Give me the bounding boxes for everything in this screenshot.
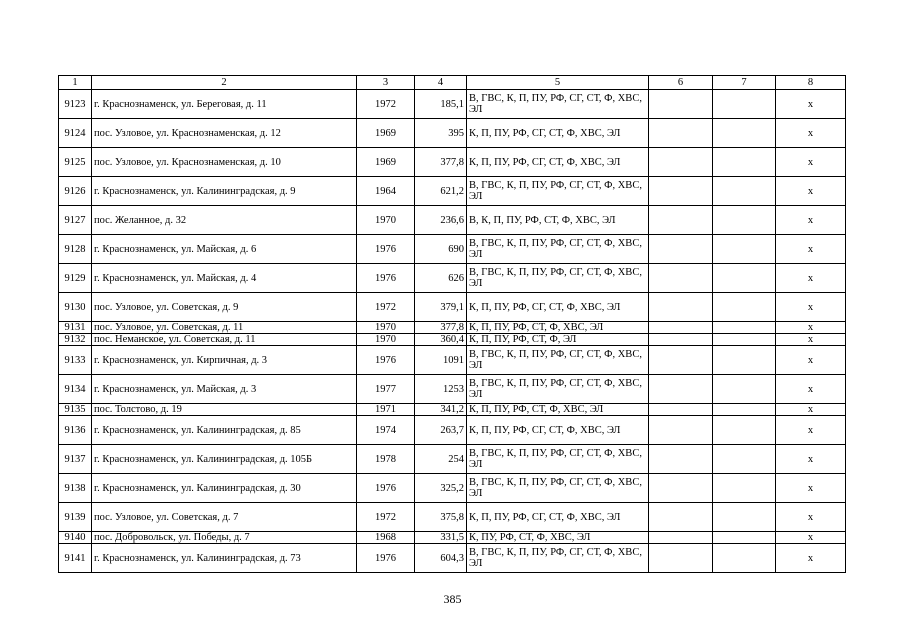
cell-column-7 [713,264,776,293]
cell-mark: х [776,293,846,322]
cell-area-value: 604,3 [415,544,467,573]
cell-mark: х [776,544,846,573]
cell-record-number: 9141 [59,544,92,573]
cell-column-7 [713,206,776,235]
cell-area-value: 185,1 [415,90,467,119]
cell-mark: х [776,503,846,532]
cell-address: г. Краснознаменск, ул. Майская, д. 4 [92,264,357,293]
cell-build-year: 1977 [357,375,415,404]
cell-utilities: В, ГВС, К, П, ПУ, РФ, СГ, СТ, Ф, ХВС, ЭЛ [467,445,649,474]
cell-build-year: 1972 [357,293,415,322]
cell-utilities: В, ГВС, К, П, ПУ, РФ, СГ, СТ, Ф, ХВС, ЭЛ [467,90,649,119]
cell-utilities: К, П, ПУ, РФ, СТ, Ф, ХВС, ЭЛ [467,404,649,416]
cell-utilities: В, К, П, ПУ, РФ, СТ, Ф, ХВС, ЭЛ [467,206,649,235]
cell-column-6 [649,177,713,206]
table-row [59,293,846,322]
cell-column-7 [713,235,776,264]
cell-column-6 [649,148,713,177]
cell-column-7 [713,119,776,148]
cell-build-year: 1976 [357,264,415,293]
cell-area-value: 254 [415,445,467,474]
cell-record-number: 9135 [59,404,92,416]
cell-mark: х [776,346,846,375]
cell-mark: х [776,474,846,503]
cell-area-value: 377,8 [415,322,467,334]
header-cell-4: 4 [415,76,467,90]
cell-utilities: В, ГВС, К, П, ПУ, РФ, СГ, СТ, Ф, ХВС, ЭЛ [467,375,649,404]
table-row [59,235,846,264]
cell-column-6 [649,416,713,445]
table-row [59,334,846,346]
table-row [59,375,846,404]
table-row [59,119,846,148]
cell-record-number: 9138 [59,474,92,503]
cell-build-year: 1971 [357,404,415,416]
table-row [59,148,846,177]
cell-column-6 [649,264,713,293]
cell-address: г. Краснознаменск, ул. Береговая, д. 11 [92,90,357,119]
cell-record-number: 9139 [59,503,92,532]
cell-record-number: 9123 [59,90,92,119]
cell-address: г. Краснознаменск, ул. Калининградская, д. 105Б [92,445,357,474]
cell-address: пос. Узловое, ул. Краснознаменская, д. 10 [92,148,357,177]
cell-column-6 [649,474,713,503]
cell-mark: х [776,148,846,177]
header-cell-7: 7 [713,76,776,90]
cell-utilities: К, П, ПУ, РФ, СГ, СТ, Ф, ХВС, ЭЛ [467,148,649,177]
cell-column-7 [713,293,776,322]
cell-address: г. Краснознаменск, ул. Калининградская, д. 9 [92,177,357,206]
cell-column-6 [649,206,713,235]
table-row [59,503,846,532]
cell-record-number: 9129 [59,264,92,293]
cell-utilities: В, ГВС, К, П, ПУ, РФ, СГ, СТ, Ф, ХВС, ЭЛ [467,235,649,264]
cell-build-year: 1978 [357,445,415,474]
cell-column-7 [713,148,776,177]
cell-utilities: К, П, ПУ, РФ, СГ, СТ, Ф, ХВС, ЭЛ [467,416,649,445]
cell-address: пос. Узловое, ул. Советская, д. 9 [92,293,357,322]
cell-mark: х [776,334,846,346]
header-cell-3: 3 [357,76,415,90]
cell-area-value: 1253 [415,375,467,404]
cell-address: пос. Неманское, ул. Советская, д. 11 [92,334,357,346]
table-body [59,90,846,573]
cell-mark: х [776,235,846,264]
cell-column-7 [713,544,776,573]
cell-utilities: В, ГВС, К, П, ПУ, РФ, СГ, СТ, Ф, ХВС, ЭЛ [467,346,649,375]
cell-area-value: 395 [415,119,467,148]
cell-mark: х [776,532,846,544]
cell-area-value: 1091 [415,346,467,375]
cell-build-year: 1976 [357,235,415,264]
cell-record-number: 9133 [59,346,92,375]
cell-column-6 [649,235,713,264]
cell-utilities: К, ПУ, РФ, СТ, Ф, ХВС, ЭЛ [467,532,649,544]
cell-record-number: 9134 [59,375,92,404]
cell-area-value: 621,2 [415,177,467,206]
cell-area-value: 325,2 [415,474,467,503]
cell-build-year: 1970 [357,322,415,334]
cell-build-year: 1972 [357,503,415,532]
cell-column-7 [713,445,776,474]
cell-build-year: 1976 [357,346,415,375]
table-row [59,474,846,503]
cell-build-year: 1976 [357,474,415,503]
cell-address: пос. Узловое, ул. Советская, д. 7 [92,503,357,532]
cell-column-6 [649,404,713,416]
cell-utilities: К, П, ПУ, РФ, СГ, СТ, Ф, ХВС, ЭЛ [467,293,649,322]
cell-column-6 [649,90,713,119]
table-row [59,177,846,206]
cell-build-year: 1969 [357,148,415,177]
cell-build-year: 1970 [357,334,415,346]
cell-address: г. Краснознаменск, ул. Кирпичная, д. 3 [92,346,357,375]
cell-record-number: 9126 [59,177,92,206]
cell-utilities: В, ГВС, К, П, ПУ, РФ, СГ, СТ, Ф, ХВС, ЭЛ [467,264,649,293]
table-row [59,322,846,334]
cell-record-number: 9130 [59,293,92,322]
cell-column-6 [649,346,713,375]
table-row [59,404,846,416]
cell-record-number: 9140 [59,532,92,544]
table-row [59,346,846,375]
cell-column-6 [649,293,713,322]
cell-address: пос. Толстово, д. 19 [92,404,357,416]
cell-utilities: К, П, ПУ, РФ, СГ, СТ, Ф, ХВС, ЭЛ [467,119,649,148]
cell-mark: х [776,322,846,334]
cell-column-6 [649,503,713,532]
page-number: 385 [443,592,462,606]
table-row [59,416,846,445]
cell-area-value: 331,5 [415,532,467,544]
cell-area-value: 377,8 [415,148,467,177]
cell-address: пос. Желанное, д. 32 [92,206,357,235]
cell-record-number: 9127 [59,206,92,235]
table-row [59,90,846,119]
cell-area-value: 690 [415,235,467,264]
cell-column-7 [713,416,776,445]
cell-address: пос. Узловое, ул. Советская, д. 11 [92,322,357,334]
cell-area-value: 626 [415,264,467,293]
cell-column-6 [649,544,713,573]
cell-address: г. Краснознаменск, ул. Калининградская, д. 30 [92,474,357,503]
cell-record-number: 9136 [59,416,92,445]
cell-column-7 [713,532,776,544]
cell-area-value: 379,1 [415,293,467,322]
cell-build-year: 1976 [357,544,415,573]
cell-build-year: 1970 [357,206,415,235]
cell-build-year: 1964 [357,177,415,206]
header-row [59,76,846,90]
cell-mark: х [776,206,846,235]
cell-column-6 [649,119,713,148]
cell-column-7 [713,474,776,503]
table-row [59,445,846,474]
cell-mark: х [776,416,846,445]
cell-record-number: 9132 [59,334,92,346]
cell-record-number: 9131 [59,322,92,334]
cell-address: г. Краснознаменск, ул. Майская, д. 6 [92,235,357,264]
cell-column-7 [713,346,776,375]
cell-mark: х [776,177,846,206]
cell-column-7 [713,90,776,119]
header-cell-5: 5 [467,76,649,90]
cell-column-7 [713,375,776,404]
cell-build-year: 1969 [357,119,415,148]
cell-mark: х [776,264,846,293]
cell-mark: х [776,445,846,474]
cell-mark: х [776,404,846,416]
cell-column-7 [713,322,776,334]
cell-utilities: В, ГВС, К, П, ПУ, РФ, СГ, СТ, Ф, ХВС, ЭЛ [467,544,649,573]
cell-address: пос. Добровольск, ул. Победы, д. 7 [92,532,357,544]
header-cell-2: 2 [92,76,357,90]
cell-address: г. Краснознаменск, ул. Майская, д. 3 [92,375,357,404]
table-row [59,532,846,544]
cell-utilities: К, П, ПУ, РФ, СТ, Ф, ЭЛ [467,334,649,346]
cell-build-year: 1974 [357,416,415,445]
cell-build-year: 1972 [357,90,415,119]
cell-address: г. Краснознаменск, ул. Калининградская, д. 85 [92,416,357,445]
cell-area-value: 341,2 [415,404,467,416]
cell-area-value: 375,8 [415,503,467,532]
cell-address: г. Краснознаменск, ул. Калининградская, д. 73 [92,544,357,573]
cell-mark: х [776,90,846,119]
cell-record-number: 9124 [59,119,92,148]
table-row [59,206,846,235]
cell-utilities: К, П, ПУ, РФ, СТ, Ф, ХВС, ЭЛ [467,322,649,334]
cell-area-value: 263,7 [415,416,467,445]
cell-column-7 [713,334,776,346]
cell-area-value: 360,4 [415,334,467,346]
cell-utilities: В, ГВС, К, П, ПУ, РФ, СГ, СТ, Ф, ХВС, ЭЛ [467,177,649,206]
cell-record-number: 9137 [59,445,92,474]
cell-column-7 [713,503,776,532]
housing-register-table [58,75,846,573]
header-cell-1: 1 [59,76,92,90]
header-cell-6: 6 [649,76,713,90]
table-row [59,264,846,293]
cell-record-number: 9128 [59,235,92,264]
cell-column-7 [713,177,776,206]
cell-column-6 [649,375,713,404]
cell-record-number: 9125 [59,148,92,177]
cell-mark: х [776,375,846,404]
cell-column-6 [649,334,713,346]
cell-mark: х [776,119,846,148]
cell-address: пос. Узловое, ул. Краснознаменская, д. 12 [92,119,357,148]
cell-build-year: 1968 [357,532,415,544]
cell-area-value: 236,6 [415,206,467,235]
cell-column-6 [649,322,713,334]
cell-utilities: К, П, ПУ, РФ, СГ, СТ, Ф, ХВС, ЭЛ [467,503,649,532]
header-cell-8: 8 [776,76,846,90]
cell-column-7 [713,404,776,416]
cell-utilities: В, ГВС, К, П, ПУ, РФ, СГ, СТ, Ф, ХВС, ЭЛ [467,474,649,503]
cell-column-6 [649,532,713,544]
cell-column-6 [649,445,713,474]
table-row [59,544,846,573]
